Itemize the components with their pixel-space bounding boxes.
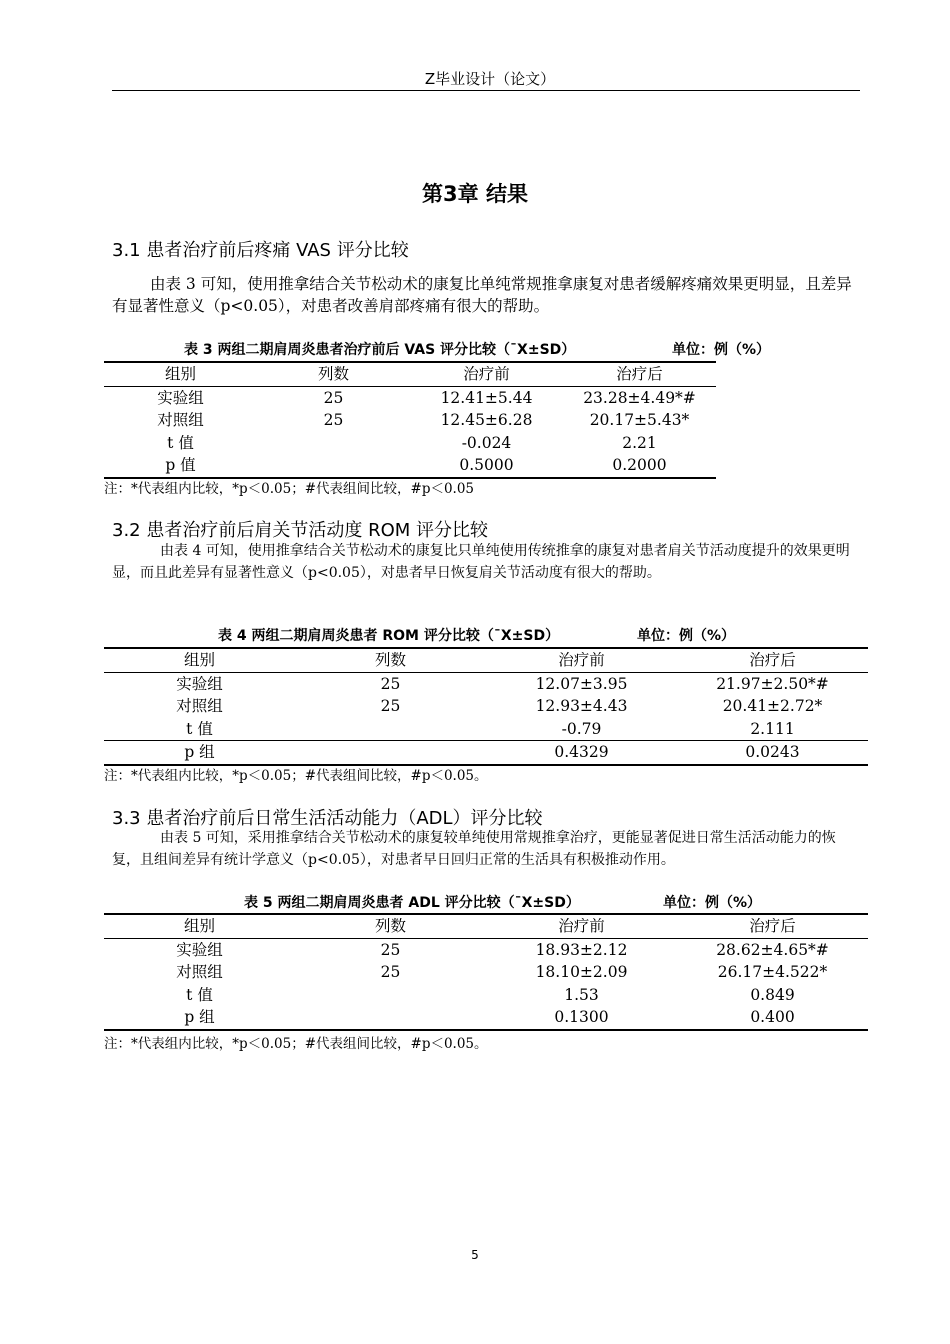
table-cell: 对照组: [176, 963, 223, 982]
table-cell: 28.62±4.65*#: [716, 940, 829, 959]
table-cell: 12.45±6.28: [440, 411, 533, 430]
table-cell: 列数: [295, 914, 486, 938]
table-cell: 0.400: [677, 1006, 868, 1030]
table-cell: 组别: [104, 648, 295, 672]
table-row: [104, 386, 716, 409]
table-cell: [257, 432, 410, 455]
table-cell: 25: [380, 674, 401, 693]
table-cell: 25: [380, 697, 401, 716]
table-cell: 0.5000: [410, 454, 563, 478]
running-header: Z毕业设计（论文）: [424, 70, 556, 88]
table-cell: 25: [323, 388, 344, 407]
table-cell: 对照组: [176, 697, 223, 716]
table-cell: t 值: [167, 433, 194, 452]
section-paragraph-3-1: 由表 3 可知，使用推拿结合关节松动术的康复比单纯常规推拿康复对患者缓解疼痛效果更明显，且差异有显著性意义（p<0.05），对患者改善肩部疼痛有很大的帮助。: [112, 275, 852, 315]
table-cell: 25: [323, 411, 344, 430]
table-cell: -0.79: [486, 718, 677, 741]
table-cell: [257, 454, 410, 478]
section-heading-3-2: 3.2 患者治疗前后肩关节活动度 ROM 评分比较: [112, 520, 488, 541]
table-header-row: [104, 362, 716, 386]
table-cell: 18.10±2.09: [535, 963, 628, 982]
table-note: 注：*代表组内比较，*p＜0.05；#代表组间比较，#p＜0.05。: [104, 768, 488, 784]
table-cell: 实验组: [157, 388, 204, 407]
table-cell: 组别: [104, 914, 295, 938]
table-cell: 18.93±2.12: [535, 940, 628, 959]
chapter-title: 第3章 结果: [422, 182, 528, 206]
table-cell: -0.024: [461, 433, 512, 452]
table-cell: 治疗前: [410, 362, 563, 386]
data-table-vas: [104, 361, 716, 479]
table-cell: 0.0243: [677, 741, 868, 765]
table-row: [104, 432, 716, 455]
table-row: [104, 741, 868, 765]
table-cell: 20.41±2.72*: [722, 697, 823, 716]
section-heading-3-3: 3.3 患者治疗前后日常生活活动能力（ADL）评分比较: [112, 808, 543, 829]
table-note: 注：*代表组内比较，*p＜0.05；#代表组间比较，#p＜0.05。: [104, 1036, 488, 1052]
table-cell: t 值: [104, 718, 295, 741]
table-cell: 12.41±5.44: [440, 388, 533, 407]
table-cell: 12.07±3.95: [535, 674, 628, 693]
table-cell: 治疗后: [677, 648, 868, 672]
table-cell: 21.97±2.50*#: [716, 674, 829, 693]
table-cell: 23.28±4.49*#: [583, 388, 696, 407]
table-row: [104, 1006, 868, 1030]
table-cell: 2.21: [622, 433, 657, 452]
table-unit: 单位：例（%）: [663, 895, 762, 911]
data-table-rom: [104, 647, 868, 766]
table-row: [104, 672, 868, 695]
table-header-row: [104, 914, 868, 938]
table-cell: 25: [380, 940, 401, 959]
page-number: 5: [471, 1248, 479, 1262]
table-cell: 实验组: [176, 940, 223, 959]
table-cell: 0.2000: [563, 454, 716, 478]
table-cell: 0.4329: [486, 741, 677, 765]
table-cell: 1.53: [564, 985, 599, 1004]
table-row: [104, 695, 868, 718]
table-row: [104, 961, 868, 984]
table-row: [104, 454, 716, 478]
table-cell: 治疗后: [677, 914, 868, 938]
table-cell: 治疗前: [486, 914, 677, 938]
table-cell: [295, 984, 486, 1007]
table-note: 注：*代表组内比较，*p＜0.05；#代表组间比较，#p＜0.05: [104, 481, 475, 497]
table-cell: [295, 1006, 486, 1030]
table-header-row: [104, 648, 868, 672]
table-cell: 实验组: [176, 674, 223, 693]
table-cell: 0.1300: [486, 1006, 677, 1030]
table-cell: 20.17±5.43*: [589, 411, 690, 430]
table-cell: 0.849: [750, 985, 795, 1004]
table-cell: 治疗前: [486, 648, 677, 672]
table-cell: p 组: [104, 741, 295, 765]
table-cell: p 值: [104, 454, 257, 478]
data-table-adl: [104, 913, 868, 1031]
table-cell: [295, 741, 486, 765]
section-heading-3-1: 3.1 患者治疗前后疼痛 VAS 评分比较: [112, 240, 409, 261]
header-rule: [112, 90, 860, 91]
table-row: [104, 718, 868, 741]
table-cell: 12.93±4.43: [535, 697, 628, 716]
table-caption: 表 3 两组二期肩周炎患者治疗前后 VAS 评分比较（¯X±SD）: [184, 342, 576, 358]
table-cell: 列数: [257, 362, 410, 386]
table-row: [104, 938, 868, 961]
table-unit: 单位：例（%）: [672, 342, 771, 358]
table-cell: 2.111: [677, 718, 868, 741]
table-cell: 对照组: [157, 411, 204, 430]
table-row: [104, 984, 868, 1007]
table-caption: 表 5 两组二期肩周炎患者 ADL 评分比较（¯X±SD）: [244, 895, 580, 911]
table-cell: 列数: [295, 648, 486, 672]
table-cell: 26.17±4.522*: [717, 963, 828, 982]
table-cell: [295, 718, 486, 741]
table-cell: 组别: [104, 362, 257, 386]
table-row: [104, 409, 716, 432]
table-cell: 治疗后: [563, 362, 716, 386]
section-paragraph-3-3: 由表 5 可知，采用推拿结合关节松动术的康复较单纯使用常规推拿治疗，更能显著促进日常生活活动能力的恢复，且组间差异有统计学意义（p<0.05），对患者早日回归正常的生活具有积极推动作用。: [112, 830, 836, 868]
table-caption: 表 4 两组二期肩周炎患者 ROM 评分比较（¯X±SD）: [218, 628, 560, 644]
table-cell: t 值: [186, 985, 213, 1004]
table-cell: 25: [380, 963, 401, 982]
table-unit: 单位：例（%）: [637, 628, 736, 644]
table-cell: p 组: [104, 1006, 295, 1030]
section-paragraph-3-2: 由表 4 可知，使用推拿结合关节松动术的康复比只单纯使用传统推拿的康复对患者肩关节活动度提升的效果更明显，而且此差异有显著性意义（p<0.05），对患者早日恢复肩关节活动度有很大的帮助。: [112, 543, 850, 581]
